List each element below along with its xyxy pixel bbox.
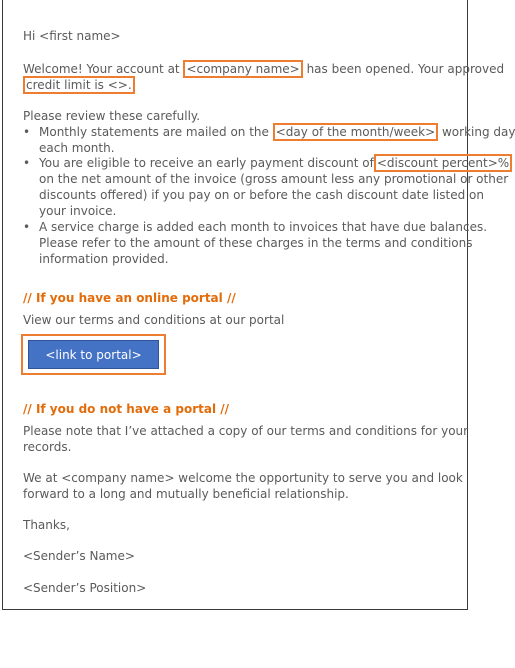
bullet-2-text: You are eligible to receive an early payment discount of — [39, 156, 374, 170]
no-portal-line-2: records. — [23, 440, 72, 454]
bullet-2-line-1 — [39, 155, 512, 171]
bullet-3-glyph: • — [23, 220, 31, 234]
online-portal-text: View our terms and conditions at our portal — [23, 313, 285, 327]
portal-button-highlight — [21, 334, 166, 375]
greeting: Hi <first name> — [23, 29, 121, 43]
bullet-3-line-2: Please refer to the amount of these charges in the terms and conditions — [39, 236, 473, 250]
bullet-1-line-2: each month. — [39, 141, 115, 155]
bullet-3-line-1: A service charge is added each month to invoices that have due balances. — [39, 220, 488, 234]
bullet-1-text: Monthly statements are mailed on the — [39, 125, 269, 139]
closing-line-2: forward to a long and mutually beneficial relationship. — [23, 487, 349, 501]
sender-position: <Sender’s Position> — [23, 581, 147, 595]
review-intro: Please review these carefully. — [23, 109, 201, 123]
bullet-1-text-end: working day — [441, 125, 515, 139]
bullet-2-line-4: your invoice. — [39, 204, 117, 218]
bullet-1-glyph: • — [23, 125, 31, 139]
link-to-portal-button[interactable]: <link to portal> — [28, 340, 159, 369]
thanks: Thanks, — [23, 518, 70, 532]
bullet-3-line-3: information provided. — [39, 252, 169, 266]
company-name-placeholder: <company name> — [183, 60, 302, 78]
welcome-line-2 — [23, 77, 135, 93]
welcome-text-2: has been opened. Your approved — [306, 62, 505, 76]
welcome-text-1: Welcome! Your account at — [23, 62, 180, 76]
sender-name: <Sender’s Name> — [23, 549, 135, 563]
online-portal-heading: // If you have an online portal // — [23, 291, 236, 305]
day-of-month-placeholder: <day of the month/week> — [273, 123, 438, 141]
credit-limit-placeholder: credit limit is <>. — [23, 76, 135, 94]
closing-line-1: We at <company name> welcome the opportunity to serve you and look — [23, 471, 463, 485]
discount-percent-placeholder: <discount percent>% — [374, 154, 512, 172]
letter-document — [2, 0, 515, 610]
no-portal-line-1: Please note that I’ve attached a copy of our terms and conditions for your — [23, 424, 469, 438]
bullet-2-line-3: discounts offered) if you pay on or before the cash discount date listed on — [39, 188, 484, 202]
bullet-1-line-1 — [39, 124, 515, 140]
welcome-line-1 — [23, 61, 504, 77]
bullet-2-line-2: on the net amount of the invoice (gross amount less any promotional or other — [39, 172, 509, 186]
bullet-2-glyph: • — [23, 156, 31, 170]
no-portal-heading: // If you do not have a portal // — [23, 402, 230, 416]
